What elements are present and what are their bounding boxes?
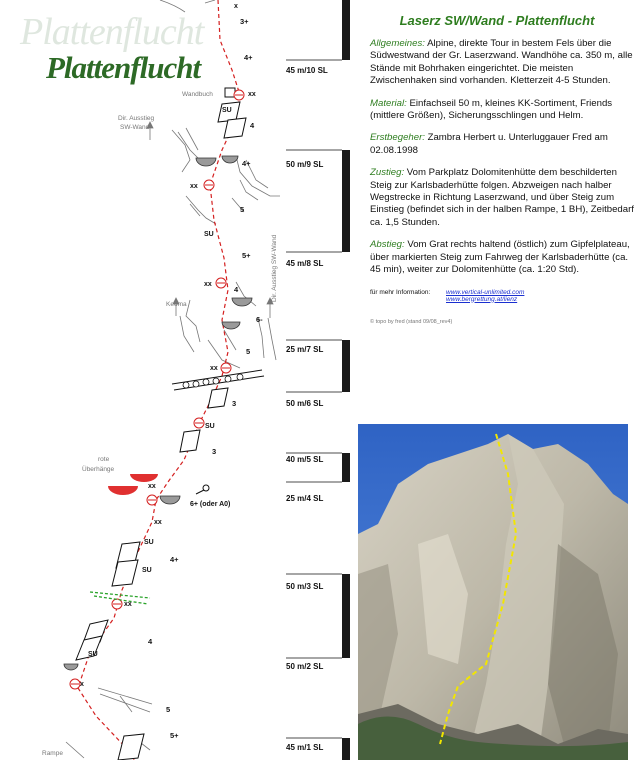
pitch-grade: 4+	[170, 555, 179, 564]
more-info	[370, 289, 636, 303]
pitch-length-label: 50 m/2 SL	[286, 662, 324, 671]
pitch-length-label: 45 m/8 SL	[286, 259, 324, 268]
belay-mark: SU	[204, 231, 214, 238]
note-rote-1: rote	[98, 456, 110, 463]
pitch-length-label: 40 m/5 SL	[286, 455, 324, 464]
note-oder-a0: 6+ (oder A0)	[190, 501, 231, 508]
belay-mark: xx	[124, 601, 132, 608]
note-wandbuch: Wandbuch	[182, 91, 213, 98]
pitch-grade: 5	[166, 705, 171, 714]
pitch-grade: 3	[232, 399, 237, 408]
note-rampe: Rampe	[42, 750, 63, 757]
pitch-length-label: 50 m/6 SL	[286, 399, 324, 408]
section-zustieg	[370, 167, 634, 229]
pitch-grade: 4	[234, 285, 239, 294]
belay-mark: x	[80, 681, 84, 688]
belay-mark: xx	[148, 483, 156, 490]
belay-mark: xx	[210, 365, 218, 372]
section-erstbegeher	[370, 132, 634, 157]
note-dir-ausstieg-2: SW-Wand	[120, 124, 150, 131]
overhang-shapes	[64, 156, 252, 670]
pitch-grade: 4	[148, 637, 153, 646]
wall-photo	[358, 424, 628, 760]
belay-mark: SU	[88, 651, 98, 658]
scale-bar-segment	[342, 60, 350, 150]
topo-title-shadow: Plattenflucht	[20, 11, 204, 53]
pitch-length-label: 25 m/4 SL	[286, 494, 324, 503]
pitch-grade: 4+	[244, 53, 253, 62]
pitch-length-label: 45 m/10 SL	[286, 66, 328, 75]
scale-bar-segment	[342, 392, 350, 453]
belay-mark: xx	[248, 91, 256, 98]
belay-mark: SU	[144, 539, 154, 546]
route-description	[358, 0, 636, 412]
pitch-grade: 3+	[240, 17, 249, 26]
pitch-grade: 3	[212, 447, 217, 456]
slab-features	[76, 88, 246, 760]
belay-mark: SU	[142, 567, 152, 574]
route-title-sep: -	[504, 13, 516, 28]
pitch-grade: 4	[250, 121, 255, 130]
section-abstieg	[370, 239, 634, 276]
pitch-grade: 5	[240, 205, 245, 214]
pitch-grade: 4+	[242, 159, 251, 168]
section-label: Allgemeines:	[370, 38, 425, 49]
topo-title: Plattenflucht	[46, 50, 201, 85]
scale-bar-segment	[342, 658, 350, 738]
link-vertical-unlimited[interactable]: www.vertical-unlimited.com	[446, 288, 525, 296]
note-dir-ausstieg-1: Dir. Ausstieg	[118, 115, 155, 122]
section-text: Alpine, direkte Tour in bestem Fels über die Südwestwand der Gr. Laserzwand. Wandhöhe ca. 350 m, alle Stände mit Bohrhaken eingerichtet. Die meisten Zwischenhaken sind vorhanden. Kletterzeit 4-5 Stunden.	[370, 38, 633, 87]
pitch-grade: 5	[246, 347, 251, 356]
scale-bar-segment	[342, 252, 350, 340]
section-allgemeines	[370, 38, 634, 88]
pitch-length-label: 50 m/9 SL	[286, 160, 324, 169]
section-material	[370, 98, 634, 123]
section-text: Einfachseil 50 m, kleines KK-Sortiment, Friends (mittlere Größen), Sicherungsschlingen und Helm.	[370, 97, 613, 122]
route-title: Laserz SW/Wand	[399, 13, 505, 28]
belay-mark: SU	[222, 107, 232, 114]
pitch-grade: 6-	[256, 315, 263, 324]
belay-mark: xx	[154, 519, 162, 526]
route-subtitle: Plattenflucht	[515, 13, 595, 28]
section-label: Material:	[370, 97, 407, 109]
section-label: Abstieg:	[370, 239, 405, 251]
pitch-length-label: 25 m/7 SL	[286, 345, 324, 354]
pitch-length-label: 50 m/3 SL	[286, 582, 324, 591]
wall-photo-drawing	[358, 424, 628, 760]
section-text: Vom Parkplatz Dolomitenhütte dem beschilderten Steig zur Karlsbaderhütte folgen. Abzweigen nach halber Wegstrecke in Richtung Laserzwand, und über Steig zum Einstieg (befindet sich in der halben Rampe, 1 BH), Zeitbedarf ca. 1,5 Stunden.	[370, 167, 634, 228]
link-bergrettung[interactable]: www.bergrettung.at/lienz	[446, 295, 518, 303]
pitch-grade: 5+	[170, 731, 179, 740]
ledge-bolts	[172, 370, 264, 390]
note-rote-2: Überhänge	[82, 466, 115, 473]
section-text: Zambra Herbert u. Unterluggauer Fred am 02.08.1998	[370, 132, 608, 156]
pitch-grade: 5+	[242, 251, 251, 260]
more-info-label: für mehr Information:	[370, 288, 431, 296]
belay-mark: SU	[205, 423, 215, 430]
belay-mark: xx	[204, 281, 212, 288]
piton-icon	[196, 485, 209, 494]
note-dir-ausstieg-vertical: Dir. Ausstieg SW-Wand	[271, 234, 278, 302]
section-label: Erstbegeher:	[370, 132, 425, 144]
section-label: Zustieg:	[370, 167, 405, 179]
pitch-length-label: 45 m/1 SL	[286, 743, 324, 752]
belay-mark: x	[234, 3, 238, 10]
scale-bar-segment	[342, 482, 350, 574]
note-keoma: Keoma	[166, 301, 187, 308]
route-heading	[358, 13, 636, 28]
belay-mark: xx	[190, 183, 198, 190]
copyright: © topo by fred (stand 09/08_rev4)	[370, 318, 453, 325]
section-text: Vom Grat rechts haltend (östlich) zum Gipfelplateau, über markierten Steig zum Fahrweg der Karlsbaderhütte (ca. 45 min), weiter zur Dolomitenhütte (ca. 1:20 Std).	[370, 239, 630, 276]
